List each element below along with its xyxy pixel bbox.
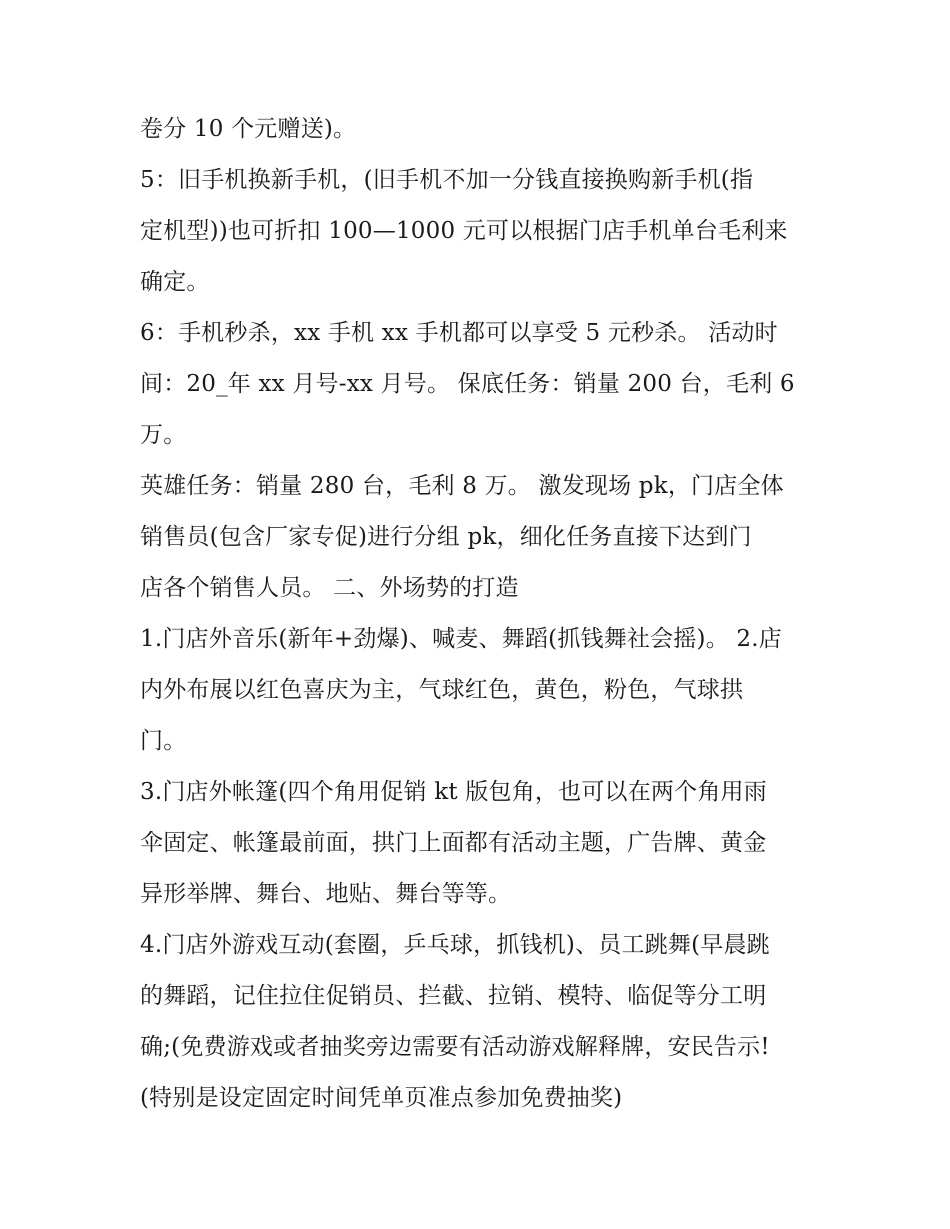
- text-line: 内外布展以红色喜庆为主，气球红色，黄色，粉色，气球拱: [140, 677, 744, 703]
- text-line: 3.门店外帐篷(四个角用促销 kt 版包角，也可以在两个角用雨: [140, 779, 767, 805]
- text-line: 卷分 10 个元赠送)。: [140, 116, 357, 142]
- text-line: 间：20_年 xx 月号-xx 月号。 保底任务：销量 200 台，毛利 6: [140, 371, 795, 397]
- text-line: 伞固定、帐篷最前面，拱门上面都有活动主题，广告牌、黄金: [140, 830, 767, 856]
- text-line: 1.门店外音乐(新年+劲爆)、喊麦、舞蹈(抓钱舞社会摇)。 2.店: [140, 626, 782, 652]
- text-line: 5：旧手机换新手机，(旧手机不加一分钱直接换购新手机(指: [140, 167, 754, 193]
- text-line: 6：手机秒杀，xx 手机 xx 手机都可以享受 5 元秒杀。 活动时: [140, 320, 778, 346]
- text-line: 确定。: [140, 269, 210, 295]
- text-line: 店各个销售人员。 二、外场势的打造: [140, 575, 519, 601]
- text-line: 定机型))也可折扣 100—1000 元可以根据门店手机单台毛利来: [140, 218, 788, 244]
- text-line: 万。: [140, 422, 187, 448]
- text-line: 英雄任务：销量 280 台，毛利 8 万。 激发现场 pk，门店全体: [140, 473, 784, 499]
- text-line: 销售员(包含厂家专促)进行分组 pk，细化任务直接下达到门: [140, 524, 752, 550]
- text-line: (特别是设定固定时间凭单页准点参加免费抽奖): [140, 1085, 623, 1111]
- text-line: 的舞蹈，记住拉住促销员、拦截、拉销、模特、临促等分工明: [140, 983, 767, 1009]
- text-line: 门。: [140, 728, 187, 754]
- text-line: 4.门店外游戏互动(套圈，乒乓球，抓钱机)、员工跳舞(早晨跳: [140, 932, 770, 958]
- text-line: 异形举牌、舞台、地贴、舞台等等。: [140, 881, 512, 907]
- document-body: [140, 104, 820, 1124]
- text-line: 确;(免费游戏或者抽奖旁边需要有活动游戏解释牌，安民告示!: [140, 1034, 770, 1060]
